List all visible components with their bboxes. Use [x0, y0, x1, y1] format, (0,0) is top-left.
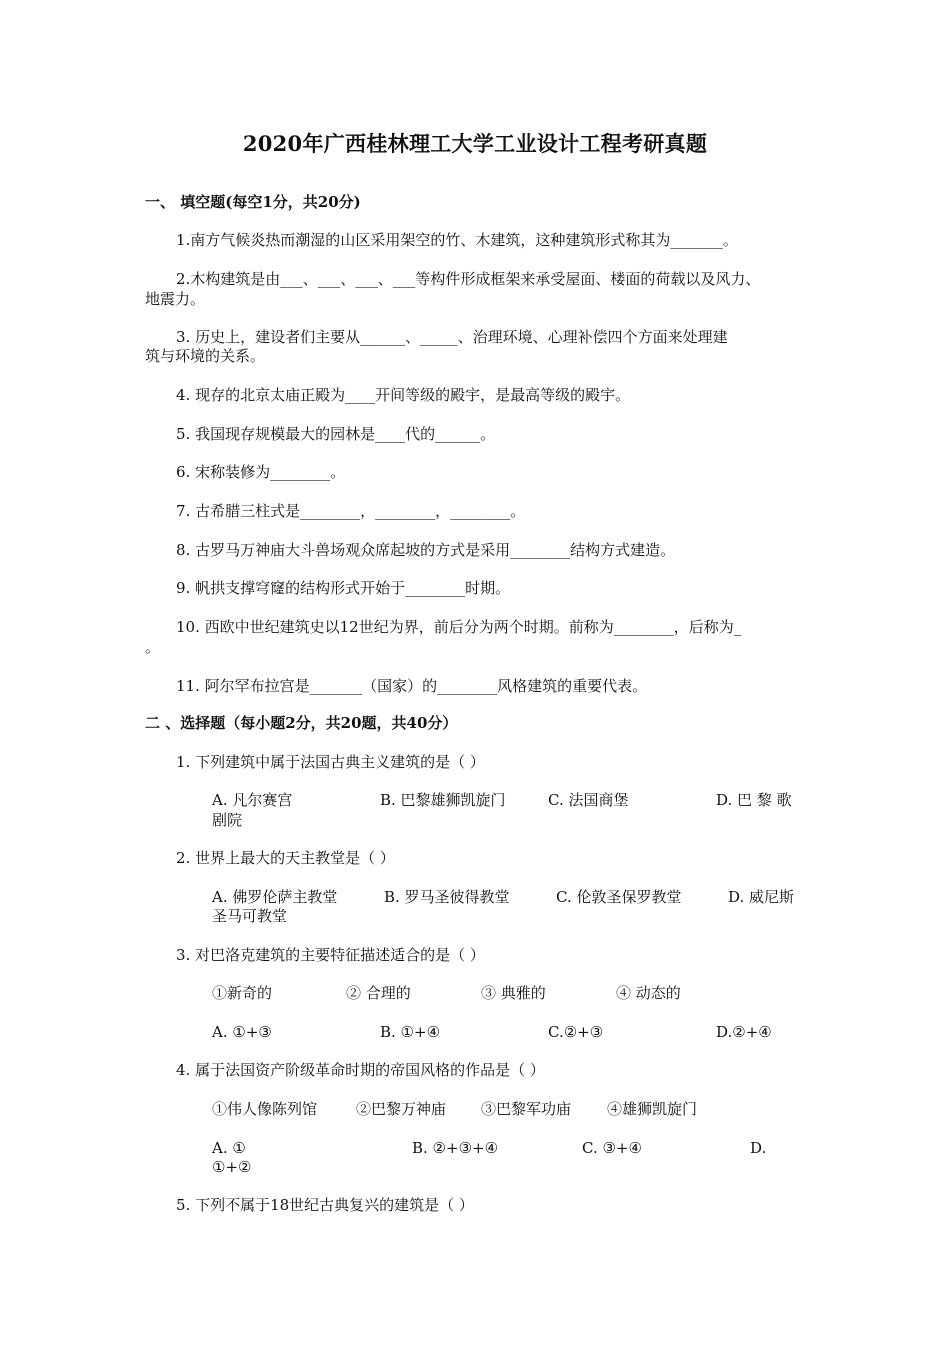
- q1-option-b: B. 巴黎雄狮凯旋门: [380, 791, 506, 809]
- page-title: 2020年广西桂林理工大学工业设计工程考研真题: [242, 131, 708, 156]
- q3-option-b: B. ①+④: [380, 1023, 441, 1041]
- q1-option-d-cont: 剧院: [212, 811, 243, 829]
- q4-option-b: B. ②+③+④: [412, 1139, 499, 1157]
- q2-option-b: B. 罗马圣彼得教堂: [384, 888, 510, 906]
- q4-item-3: ③巴黎军功庙: [481, 1100, 572, 1118]
- q2-option-d: D. 威尼斯: [728, 888, 795, 906]
- fill-question-2-cont: 地震力。: [145, 290, 206, 308]
- section-2-heading: 二 、选择题（每小题2分，共20题，共40分）: [145, 714, 458, 732]
- fill-question-4: 4. 现存的北京太庙正殿为____开间等级的殿宇，是最高等级的殿宇。: [176, 386, 631, 404]
- q1-option-a: A. 凡尔赛宫: [212, 791, 293, 809]
- q3-option-c: C.②+③: [548, 1023, 604, 1041]
- q3-item-1: ①新奇的: [212, 984, 273, 1002]
- q3-item-3: ③ 典雅的: [481, 984, 546, 1002]
- fill-question-2: 2.木构建筑是由___、___、___、___等构件形成框架来承受屋面、楼面的荷载以及风力、: [176, 270, 761, 288]
- q3-item-2: ② 合理的: [346, 984, 411, 1002]
- q2-option-a: A. 佛罗伦萨主教堂: [212, 888, 338, 906]
- q4-option-a: A. ①: [212, 1139, 246, 1157]
- q4-item-1: ①伟人像陈列馆: [212, 1100, 318, 1118]
- q4-item-2: ②巴黎万神庙: [356, 1100, 447, 1118]
- q3-option-d: D.②+④: [716, 1023, 772, 1041]
- q1-option-c: C. 法国商堡: [548, 791, 629, 809]
- fill-question-8: 8. 古罗马万神庙大斗兽场观众席起坡的方式是采用________结构方式建造。: [176, 541, 676, 559]
- q4-option-d: D.: [750, 1139, 767, 1157]
- choice-question-5: 5. 下列不属于18世纪古典复兴的建筑是（ ）: [176, 1196, 474, 1214]
- q2-option-c: C. 伦敦圣保罗教堂: [556, 888, 682, 906]
- q3-item-4: ④ 动态的: [616, 984, 681, 1002]
- q3-option-a: A. ①+③: [212, 1023, 272, 1041]
- fill-question-6: 6. 宋称装修为________。: [176, 463, 346, 481]
- q2-option-d-cont: 圣马可教堂: [212, 907, 288, 925]
- fill-question-3-cont: 筑与环境的关系。: [145, 347, 266, 365]
- fill-question-5: 5. 我国现存规模最大的园林是____代的______。: [176, 425, 496, 443]
- section-1-heading: 一、 填空题(每空1分，共20分): [145, 193, 361, 211]
- fill-question-9: 9. 帆拱支撑穹窿的结构形式开始于________时期。: [176, 579, 511, 597]
- choice-question-4: 4. 属于法国资产阶级革命时期的帝国风格的作品是（ ）: [176, 1061, 545, 1079]
- choice-question-3: 3. 对巴洛克建筑的主要特征描述适合的是（ ）: [176, 946, 485, 964]
- q4-item-4: ④雄狮凯旋门: [607, 1100, 698, 1118]
- q1-option-d: D. 巴 黎 歌: [716, 791, 792, 809]
- fill-question-11: 11. 阿尔罕布拉宫是_______（国家）的________风格建筑的重要代表。: [176, 677, 648, 695]
- q4-option-d-cont: ①+②: [212, 1158, 252, 1176]
- q4-option-c: C. ③+④: [582, 1139, 642, 1157]
- choice-question-2: 2. 世界上最大的天主教堂是（ ）: [176, 849, 395, 867]
- fill-question-7: 7. 古希腊三柱式是________，________，________。: [176, 502, 526, 520]
- fill-question-10-cont: 。: [145, 638, 161, 656]
- fill-question-3: 3. 历史上，建设者们主要从______、_____、治理环境、心理补偿四个方面来处理建: [176, 328, 728, 346]
- fill-question-1: 1.南方气候炎热而潮湿的山区采用架空的竹、木建筑，这种建筑形式称其为_______。: [176, 231, 738, 249]
- choice-question-1: 1. 下列建筑中属于法国古典主义建筑的是（ ）: [176, 753, 485, 771]
- fill-question-10: 10. 西欧中世纪建筑史以12世纪为界，前后分为两个时期。前称为________，后称为_: [176, 618, 742, 636]
